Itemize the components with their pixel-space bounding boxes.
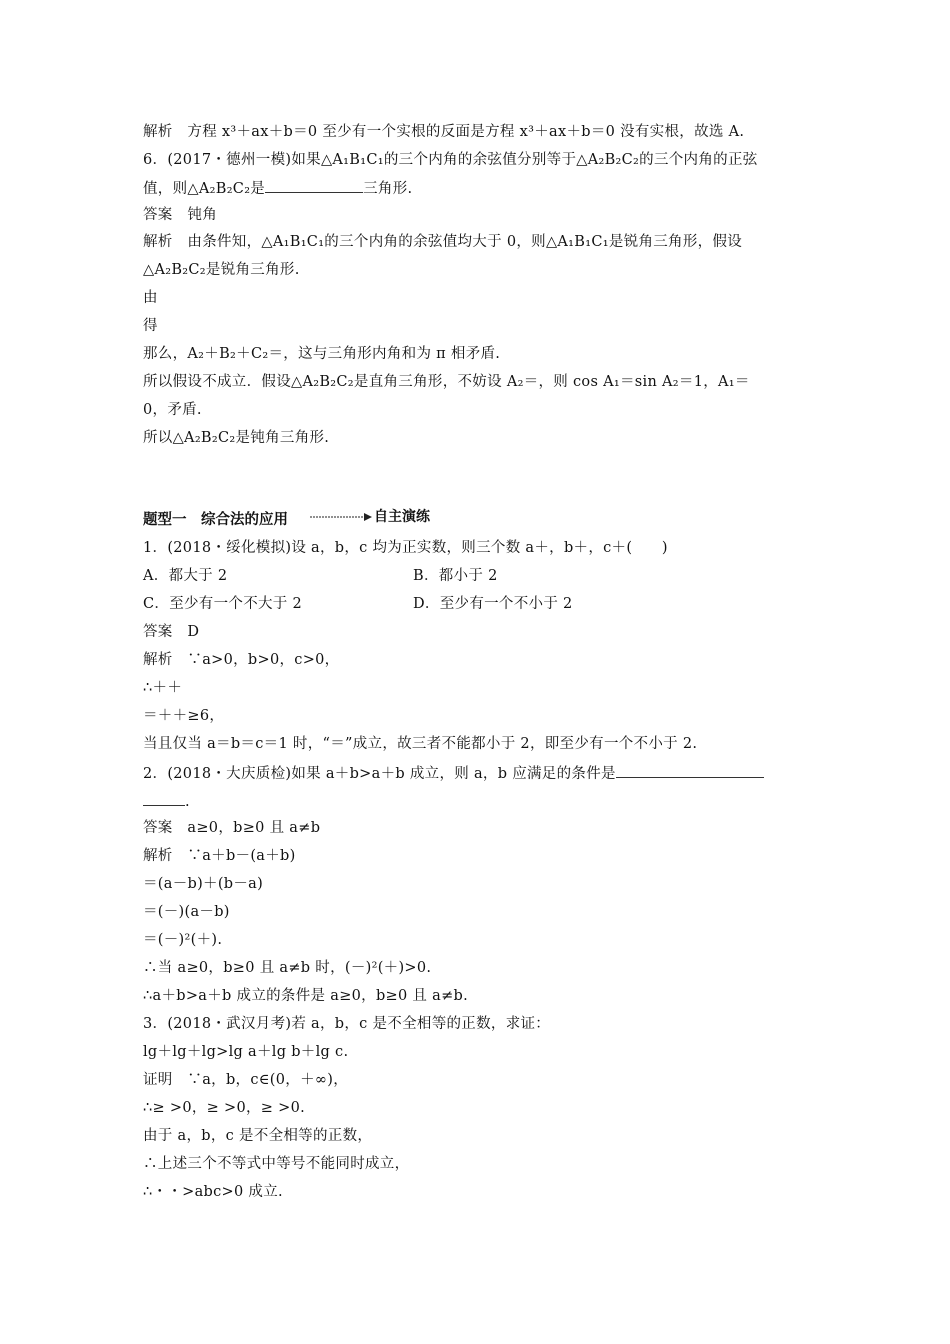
question-2-stem	[143, 762, 764, 784]
proof-line: 证明 ∵a，b，c∈(0，＋∞)，	[143, 1072, 348, 1088]
question-6-stem: 6．(2017・德州一模)如果△A₁B₁C₁的三个内角的余弦值分别等于△A₂B₂C₂的三个内角的正弦	[143, 152, 758, 168]
question-2-stem-cont	[143, 790, 190, 812]
answer-line: 答案 钝角	[143, 207, 217, 223]
question-6-stem-end: 三角形.	[363, 181, 413, 197]
choice-d: D．至少有一个不小于 2	[413, 596, 573, 612]
solution-line: 解析 ∵a＋b－(a＋b)	[143, 848, 296, 864]
question-2-stem-text: 2．(2018・大庆质检)如果 a＋b>a＋b 成立，则 a，b 应满足的条件是	[143, 766, 616, 782]
question-3-claim: lg＋lg＋lg>lg a＋lg b＋lg c.	[143, 1044, 349, 1060]
solution-line: ＝(a－b)＋(b－a)	[143, 876, 264, 892]
answer-blank	[265, 177, 363, 193]
question-2-stem-end: .	[185, 794, 190, 810]
section-heading: 题型一 综合法的应用	[143, 512, 288, 528]
question-1-stem: 1．(2018・绥化模拟)设 a，b，c 均为正实数，则三个数 a＋，b＋，c＋( )	[143, 540, 668, 556]
section-tag: 自主演练	[374, 509, 430, 525]
question-6-stem-part: 值，则△A₂B₂C₂是	[143, 181, 266, 197]
question-6-stem-cont	[143, 177, 412, 199]
solution-line: 所以△A₂B₂C₂是钝角三角形.	[143, 430, 330, 446]
solution-line: ∴＋＋	[143, 680, 183, 696]
answer-blank	[616, 762, 764, 778]
choice-a: A．都大于 2	[143, 568, 228, 584]
answer-blank	[143, 790, 185, 806]
choice-c: C．至少有一个不大于 2	[143, 596, 303, 612]
proof-line: 由于 a，b，c 是不全相等的正数，	[143, 1128, 373, 1144]
solution-line: 解析 由条件知，△A₁B₁C₁的三个内角的余弦值均大于 0，则△A₁B₁C₁是锐角三角形，假设	[143, 234, 743, 250]
solution-line: ∴a＋b>a＋b 成立的条件是 a≥0，b≥0 且 a≠b.	[143, 988, 469, 1004]
solution-line: ＝(－)²(＋).	[143, 932, 223, 948]
solution-line: 那么，A₂＋B₂＋C₂＝，这与三角形内角和为 π 相矛盾.	[143, 346, 501, 362]
solution-line: 由	[143, 290, 158, 306]
question-3-stem: 3．(2018・武汉月考)若 a，b，c 是不全相等的正数，求证：	[143, 1016, 551, 1032]
solution-line: 解析 ∵a>0，b>0，c>0，	[143, 652, 340, 668]
solution-line: 当且仅当 a＝b＝c＝1 时，“＝”成立，故三者不能都小于 2，即至少有一个不小于 2.	[143, 736, 698, 752]
proof-line: ∴≥ >0，≥ >0，≥ >0.	[143, 1100, 306, 1116]
solution-line: △A₂B₂C₂是锐角三角形.	[143, 262, 300, 278]
choice-b: B．都小于 2	[413, 568, 498, 584]
solution-line: ∴当 a≥0，b≥0 且 a≠b 时，(－)²(＋)>0.	[143, 960, 432, 976]
solution-line: ＝(－)(a－b)	[143, 904, 230, 920]
proof-line: ∴・・>abc>0 成立.	[143, 1184, 283, 1200]
solution-line: ＝＋＋≥6，	[143, 708, 225, 724]
answer-line: 答案 a≥0，b≥0 且 a≠b	[143, 820, 321, 836]
proof-line: ∴上述三个不等式中等号不能同时成立，	[143, 1156, 410, 1172]
answer-line: 答案 D	[143, 624, 200, 640]
solution-line: 0，矛盾.	[143, 402, 202, 418]
arrow-icon	[310, 510, 372, 524]
solution-line: 得	[143, 318, 158, 334]
solution-line: 解析 方程 x³＋ax＋b＝0 至少有一个实根的反面是方程 x³＋ax＋b＝0 没有实根，故选 A.	[143, 124, 745, 140]
solution-line: 所以假设不成立．假设△A₂B₂C₂是直角三角形，不妨设 A₂＝，则 cos A₁＝sin A₂＝1，A₁＝	[143, 374, 750, 390]
